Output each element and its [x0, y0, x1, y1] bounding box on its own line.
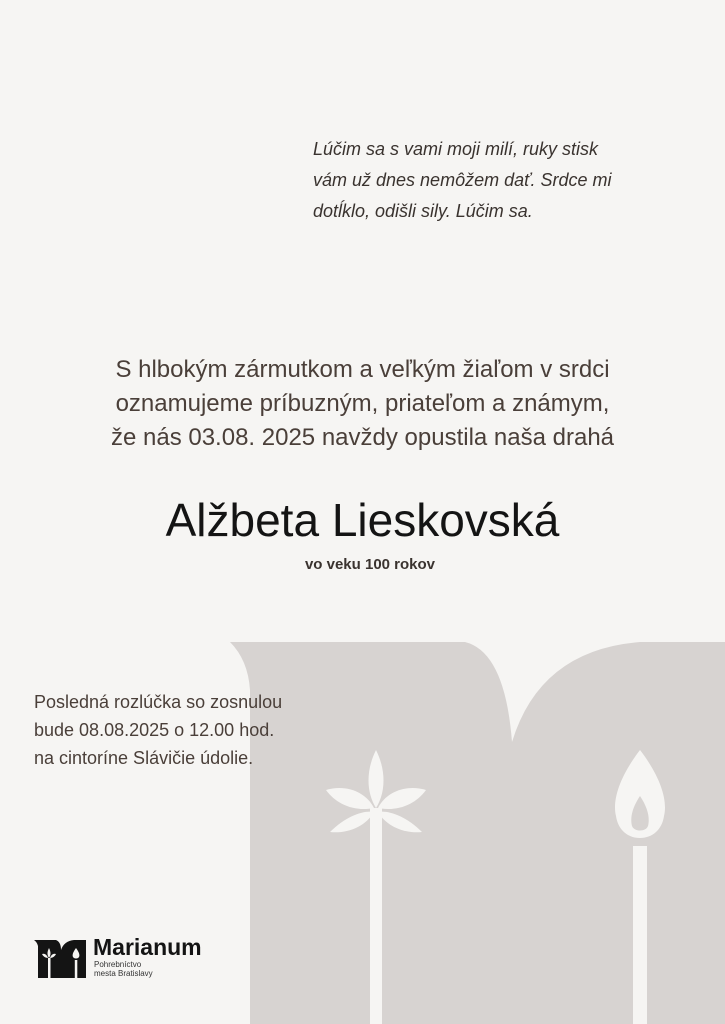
funeral-line: na cintoríne Slávičie údolie. — [34, 748, 254, 768]
farewell-poem — [313, 134, 653, 227]
logo-subtitle-line: Pohrebníctvo — [94, 960, 142, 969]
deceased-name: Alžbeta Lieskovská — [165, 494, 560, 546]
funeral-line: Posledná rozlúčka so zosnulou — [34, 692, 283, 712]
logo-subtitle-line: mesta Bratislavy — [94, 969, 153, 978]
logo-name: Marianum — [93, 934, 202, 960]
logo-subtitle — [94, 960, 153, 978]
death-announcement — [0, 353, 725, 455]
poem-line: dotĺklo, odišli sily. Lúčim sa. — [313, 201, 533, 221]
announcement-line: S hlbokým zármutkom a veľkým žiaľom v srdci — [115, 356, 610, 383]
announcement-line: oznamujeme príbuzným, priateľom a známym, — [115, 390, 610, 417]
announcement-line: že nás 03.08. 2025 navždy opustila naša drahá — [110, 424, 615, 451]
funeral-line: bude 08.08.2025 o 12.00 hod. — [34, 720, 275, 740]
marianum-logo — [34, 934, 254, 978]
deceased-age: vo veku 100 rokov — [304, 556, 436, 573]
funeral-details — [34, 688, 354, 772]
poem-line: Lúčim sa s vami moji milí, ruky stisk — [313, 139, 599, 159]
marianum-logo-icon — [34, 936, 86, 978]
poem-line: vám už dnes nemôžem dať. Srdce mi — [313, 170, 612, 190]
